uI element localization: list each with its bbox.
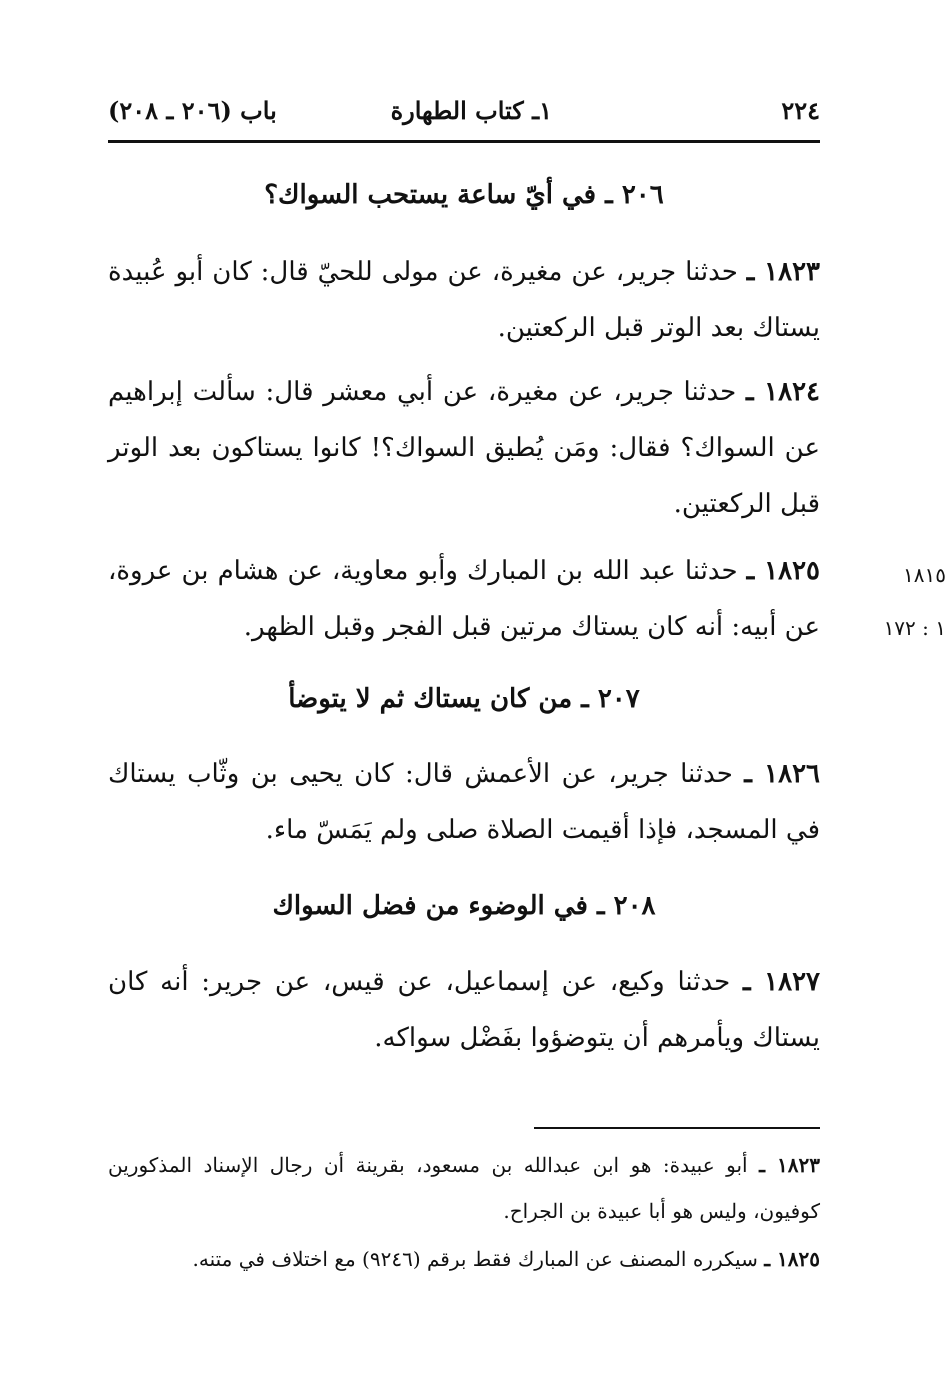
header-divider (108, 140, 820, 143)
section-heading-207: ٢٠٧ ـ من كان يستاك ثم لا يتوضأ (288, 684, 640, 714)
footnote-text: أبو عبيدة: هو ابن عبدالله بن مسعود، بقرينة أن رجال الإسناد المذكورين كوفيون، وليس هو أبا عبيدة بن الجراح. (108, 1153, 820, 1223)
hadith-1824 (108, 364, 820, 532)
hadith-1825 (108, 543, 820, 655)
hadith-text: حدثنا جرير، عن مغيرة، عن مولى للحيّ قال: كان أبو عُبيدة يستاك بعد الوتر قبل الركعتين. (108, 257, 820, 343)
running-header (108, 92, 820, 132)
hadith-text: حدثنا عبد الله بن المبارك وأبو معاوية، عن هشام بن عروة، عن أبيه: أنه كان يستاك مرتين قبل الفجر وقبل الظهر. (108, 556, 820, 642)
book-title: ١ـ كتاب الطهارة (390, 96, 552, 125)
margin-volume-page: ١ : ١٧٢ (883, 616, 946, 640)
hadith-1826 (108, 746, 820, 858)
hadith-number: ١٨٢٥ ـ (746, 556, 820, 586)
hadith-text: حدثنا جرير، عن الأعمش قال: كان يحيى بن وثّاب يستاك في المسجد، فإذا أقيمت الصلاة صلى ولم يَمَسّ ماء. (108, 759, 820, 845)
hadith-text: حدثنا وكيع، عن إسماعيل، عن قيس، عن جرير: أنه كان يستاك ويأمرهم أن يتوضؤوا بفَضْل سواكه. (108, 967, 820, 1053)
hadith-number: ١٨٢٦ ـ (744, 759, 820, 789)
section-heading-206: ٢٠٦ ـ في أيّ ساعة يستحب السواك؟ (264, 180, 664, 210)
footnote-1825 (108, 1236, 820, 1282)
section-heading-208: ٢٠٨ ـ في الوضوء من فضل السواك (272, 891, 656, 921)
margin-reference: ١٨١٥ (903, 563, 946, 587)
hadith-number: ١٨٢٤ ـ (746, 377, 821, 407)
hadith-text: حدثنا جرير، عن مغيرة، عن أبي معشر قال: سألت إبراهيم عن السواك؟ فقال: ومَن يُطيق السواك؟! كانوا يستاكون بعد الوتر قبل الركعتين. (108, 377, 820, 519)
hadith-number: ١٨٢٧ ـ (742, 967, 821, 997)
footnote-divider (534, 1127, 820, 1129)
chapter-range: باب (٢٠٦ ـ ٢٠٨) (108, 96, 277, 125)
hadith-number: ١٨٢٣ ـ (746, 257, 821, 287)
footnote-number: ١٨٢٣ ـ (759, 1153, 821, 1177)
hadith-1823 (108, 244, 820, 356)
hadith-1827 (108, 954, 820, 1066)
footnote-1823 (108, 1142, 820, 1234)
footnote-number: ١٨٢٥ ـ (764, 1247, 820, 1271)
page-number: ٢٢٤ (781, 96, 820, 125)
footnote-text: سيكرره المصنف عن المبارك فقط برقم (٩٢٤٦) مع اختلاف في متنه. (192, 1247, 758, 1271)
